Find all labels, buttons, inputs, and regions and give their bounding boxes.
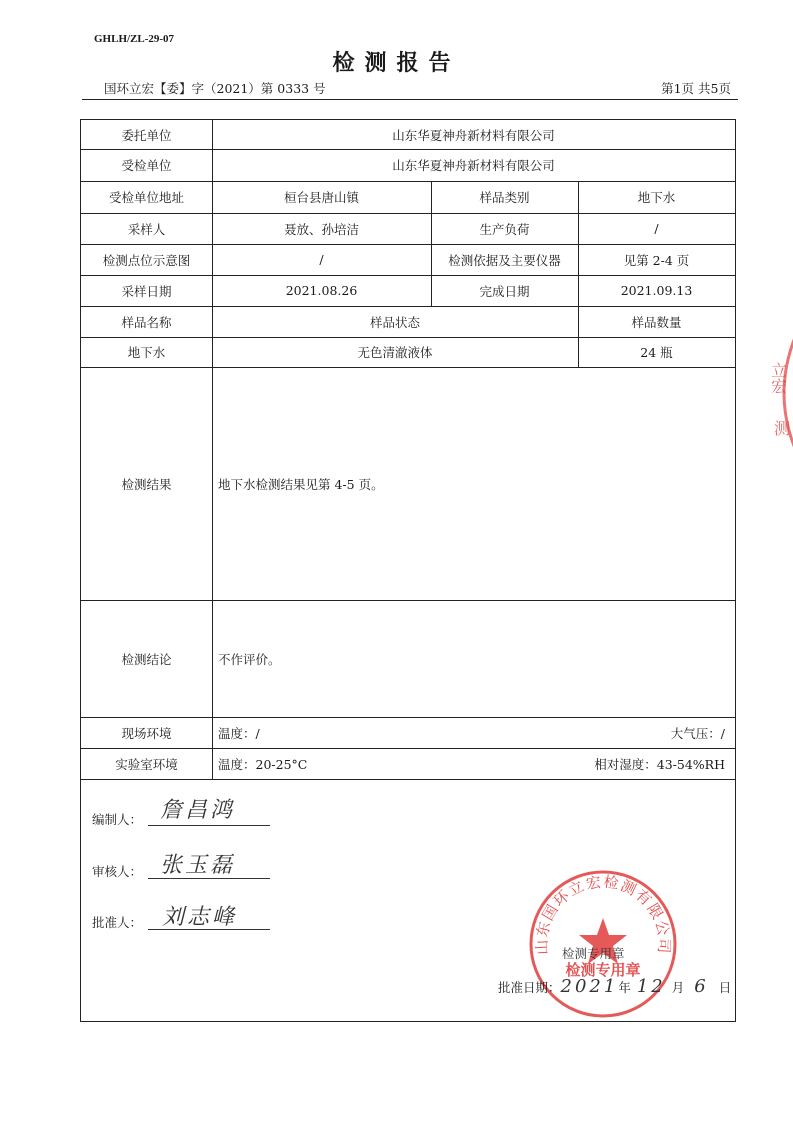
- sample-type-value: 地下水: [637, 190, 676, 205]
- client-label: 委托单位: [121, 127, 172, 143]
- address-label: 受检单位地址: [108, 190, 184, 205]
- load-value: /: [654, 221, 659, 236]
- sampler-label: 采样人: [127, 221, 166, 237]
- result-value: 地下水检测结果见第 4-5 页。: [218, 476, 384, 492]
- field-temperature: 温度：/: [218, 725, 260, 741]
- basis-label: 检测依据及主要仪器: [448, 252, 561, 268]
- sample-state-value: 无色清澈液体: [357, 345, 433, 360]
- seal-text: 检测专用章: [565, 961, 641, 979]
- sampling-date-value: 2021.08.26: [285, 283, 358, 298]
- lab-humidity: 相对湿度：43-54%RH: [594, 756, 725, 772]
- side-seal-text-2: 测: [774, 419, 791, 438]
- page-number: 第1页 共5页: [661, 81, 731, 96]
- basis-value: 见第 2-4 页: [623, 252, 690, 268]
- compiler-signature: 詹昌鸿: [160, 798, 236, 823]
- approval-year: 2021: [560, 976, 619, 997]
- year-char: 年: [618, 980, 631, 995]
- document-code: GHLH/ZL-29-07: [94, 33, 175, 45]
- lab-env-label: 实验室环境: [115, 756, 178, 772]
- inspected-unit-value: 山东华夏神舟新材料有限公司: [392, 158, 555, 173]
- complete-date-label: 完成日期: [479, 283, 530, 299]
- seal-org-text: 山东国环立宏检测有限公司: [532, 872, 674, 956]
- field-env-label: 现场环境: [121, 725, 172, 741]
- approval-month: 12: [636, 976, 666, 997]
- compiler-label: 编制人：: [92, 812, 143, 827]
- complete-date-value: 2021.09.13: [620, 283, 693, 298]
- lab-temperature: 温度：20-25°C: [218, 756, 308, 772]
- conclusion-label: 检测结论: [121, 651, 172, 667]
- sample-type-label: 样品类别: [479, 190, 530, 205]
- sample-qty-value: 24 瓶: [640, 345, 673, 360]
- reviewer-label: 审核人：: [92, 864, 143, 879]
- sample-qty-label: 样品数量: [631, 314, 682, 330]
- approver-signature: 刘志峰: [162, 905, 238, 930]
- side-seal-fragment: [764, 318, 793, 468]
- approver-label: 批准人：: [92, 915, 143, 930]
- sample-state-label: 样品状态: [369, 314, 420, 330]
- client-value: 山东华夏神舟新材料有限公司: [392, 127, 555, 143]
- sampler-value: 聂放、孙培洁: [283, 221, 359, 237]
- day-char: 日: [718, 980, 732, 995]
- reference-number: 国环立宏【委】字（2021）第 0333 号: [104, 81, 326, 96]
- point-map-value: /: [319, 252, 324, 267]
- header-rule: [82, 99, 738, 100]
- sample-name-label: 样品名称: [121, 314, 172, 330]
- approval-date-label: 批准日期：: [498, 980, 561, 995]
- point-map-label: 检测点位示意图: [102, 252, 191, 268]
- inspected-unit-label: 受检单位: [121, 158, 172, 173]
- side-seal-text-1: 立宏: [768, 362, 788, 394]
- conclusion-value: 不作评价。: [218, 651, 281, 667]
- address-value: 桓台县唐山镇: [283, 190, 359, 205]
- sampling-date-label: 采样日期: [121, 283, 172, 299]
- result-label: 检测结果: [121, 476, 172, 492]
- approval-day: 6: [694, 976, 709, 997]
- sample-name-value: 地下水: [127, 345, 166, 360]
- reviewer-signature: 张玉磊: [160, 853, 236, 878]
- field-pressure: 大气压：/: [670, 725, 725, 741]
- load-label: 生产负荷: [479, 221, 530, 237]
- compiler-signature-line: [148, 825, 270, 826]
- stamp-caption: 检测专用章: [562, 946, 625, 961]
- approval-date: [498, 976, 731, 997]
- report-title: 检测报告: [332, 50, 461, 76]
- month-char: 月: [671, 980, 685, 995]
